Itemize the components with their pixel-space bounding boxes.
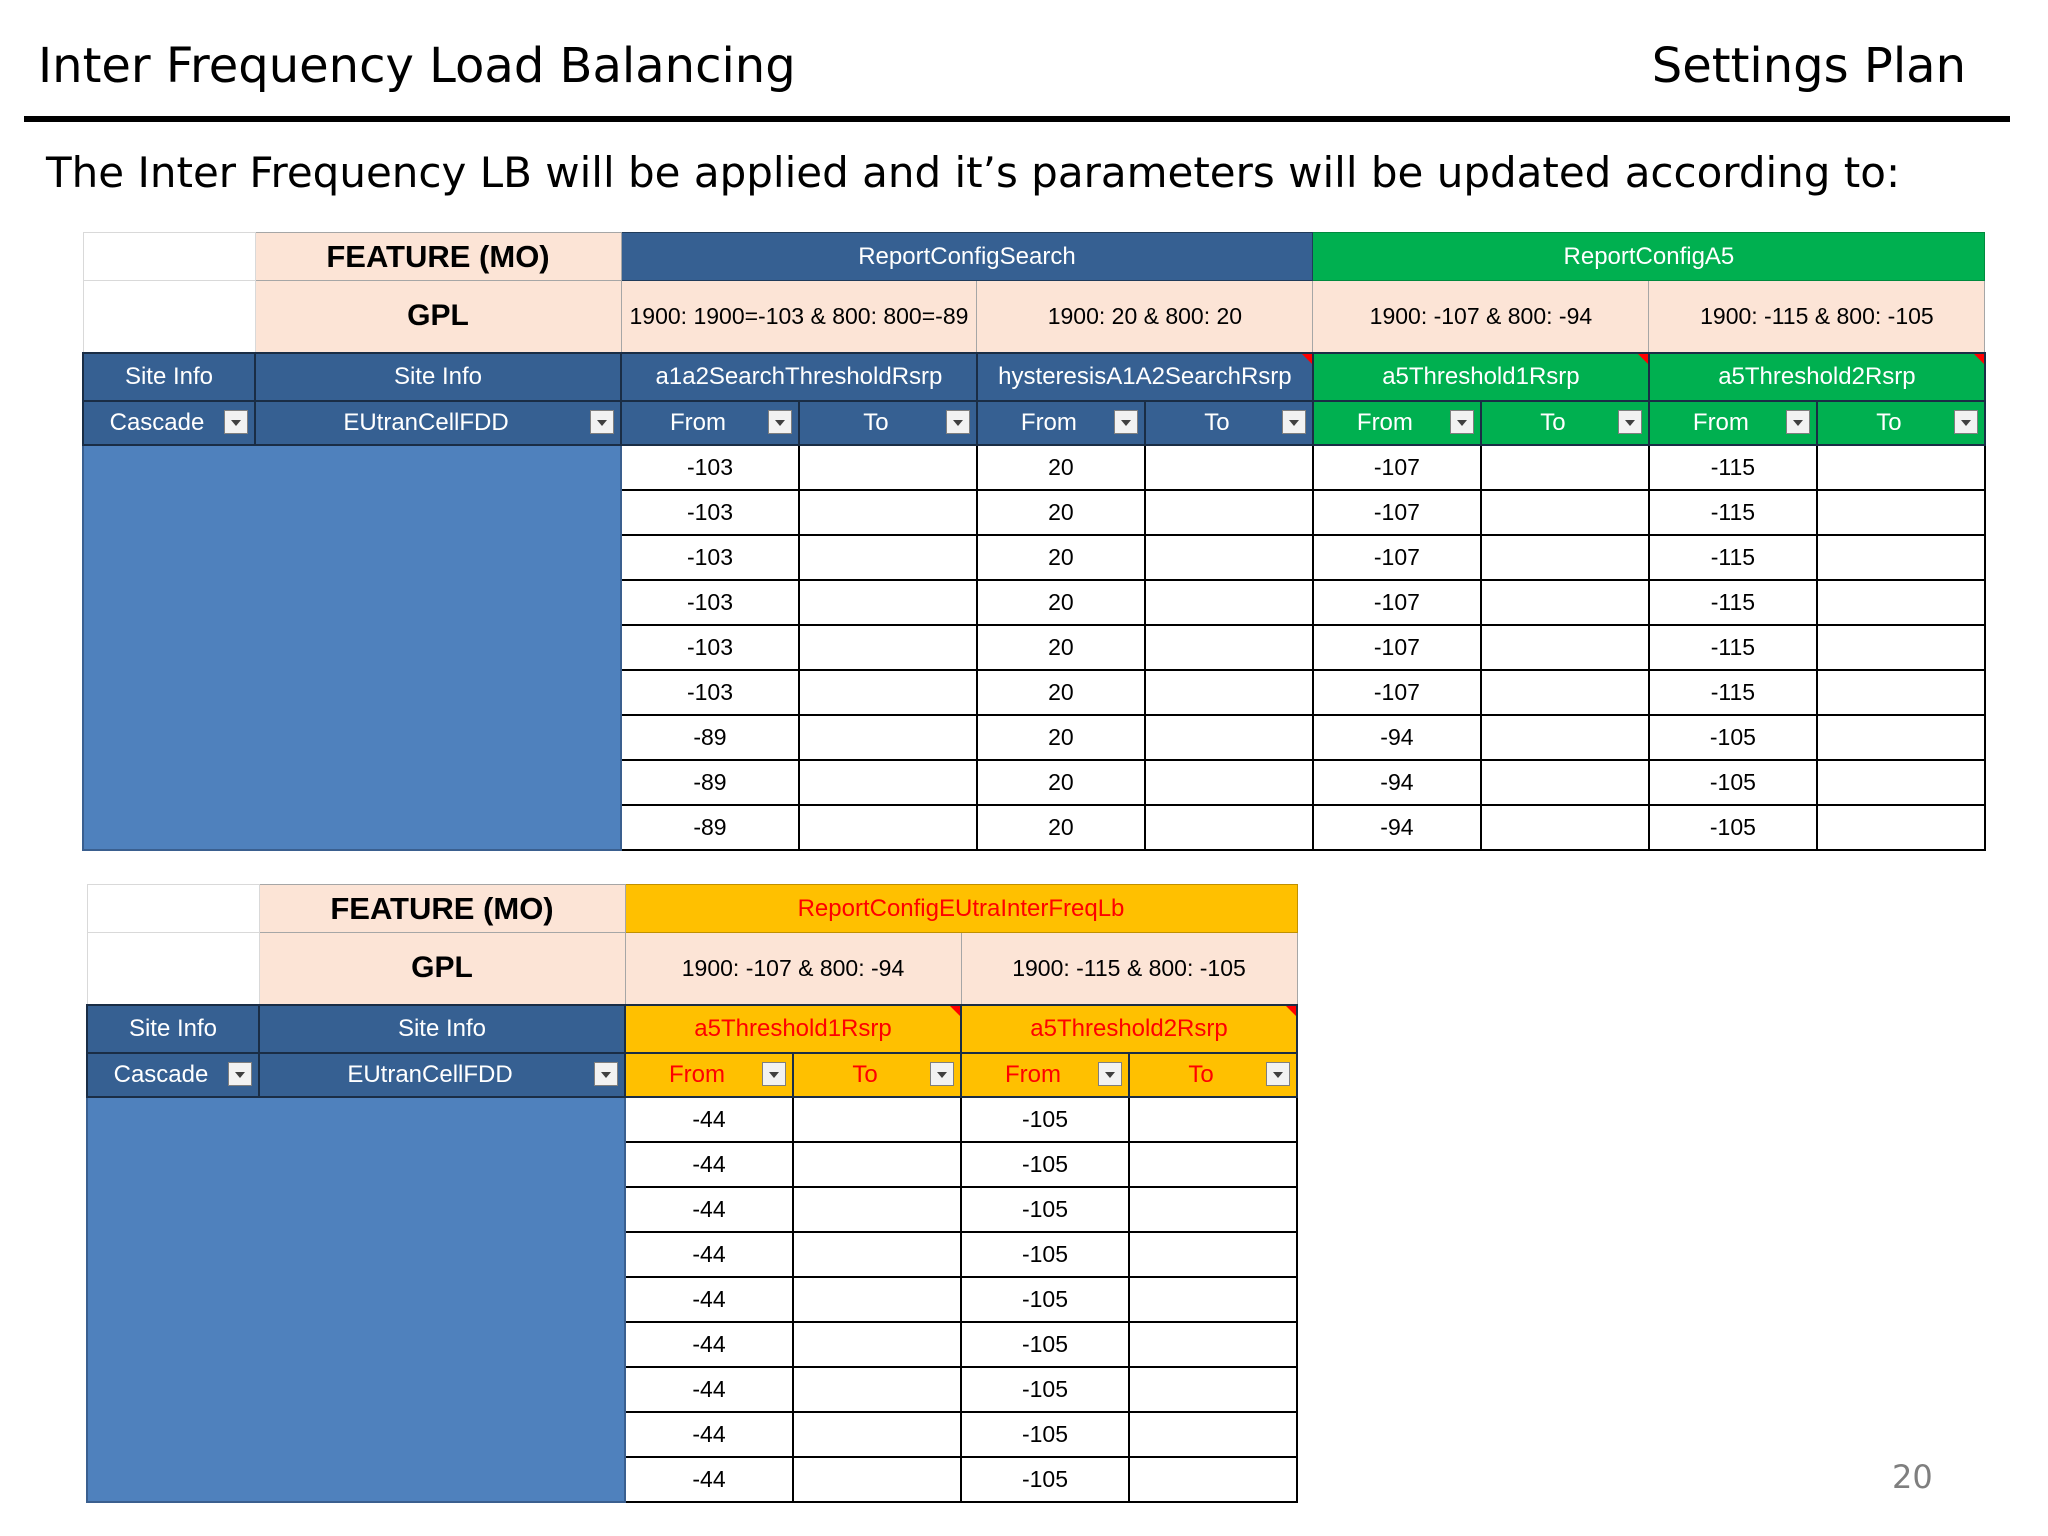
from-value-cell[interactable]: -44 (625, 1412, 793, 1457)
from-value-cell[interactable]: -94 (1313, 805, 1481, 850)
param-header (977, 353, 1313, 401)
from-value-cell[interactable]: -44 (625, 1232, 793, 1277)
filter-dropdown-icon[interactable] (1954, 410, 1978, 434)
from-value-cell[interactable]: -89 (621, 760, 799, 805)
site-info-block (87, 1097, 625, 1502)
to-value-cell[interactable] (1817, 805, 1985, 850)
from-value-cell[interactable]: -115 (1649, 490, 1817, 535)
from-value-cell[interactable]: -44 (625, 1322, 793, 1367)
to-value-cell[interactable] (799, 490, 977, 535)
site-info-header: Site Info (255, 353, 621, 401)
column-header-from (621, 401, 799, 445)
intro-text: The Inter Frequency LB will be applied and it’s parameters will be updated according to: (46, 148, 1901, 197)
comment-marker-icon (950, 1006, 960, 1016)
filter-dropdown-icon[interactable] (228, 1062, 252, 1086)
filter-dropdown-icon[interactable] (946, 410, 970, 434)
filter-dropdown-icon[interactable] (1114, 410, 1138, 434)
filter-dropdown-icon[interactable] (224, 410, 248, 434)
to-value-cell[interactable] (1481, 715, 1649, 760)
gpl-value: 1900: -115 & 800: -105 (1649, 281, 1985, 353)
from-value-cell[interactable]: -105 (1649, 760, 1817, 805)
to-value-cell[interactable] (1129, 1412, 1297, 1457)
to-value-cell[interactable] (793, 1232, 961, 1277)
to-value-cell[interactable] (1129, 1142, 1297, 1187)
from-value-cell[interactable]: -105 (961, 1412, 1129, 1457)
filter-dropdown-icon[interactable] (1098, 1062, 1122, 1086)
from-value-cell[interactable]: 20 (977, 445, 1145, 490)
gpl-value: 1900: -107 & 800: -94 (1313, 281, 1649, 353)
gpl-label: GPL (255, 281, 621, 353)
from-value-cell[interactable]: -44 (625, 1187, 793, 1232)
from-value-cell[interactable]: -115 (1649, 445, 1817, 490)
site-info-header: Site Info (83, 353, 255, 401)
settings-table-2 (86, 884, 1298, 1503)
gpl-value: 1900: 20 & 800: 20 (977, 281, 1313, 353)
filter-dropdown-icon[interactable] (1786, 410, 1810, 434)
param-label: a5Threshold2Rsrp (1030, 1014, 1228, 1042)
to-value-cell[interactable] (799, 805, 977, 850)
column-header-cell (255, 401, 621, 445)
from-value-cell[interactable]: -115 (1649, 670, 1817, 715)
to-value-cell[interactable] (793, 1412, 961, 1457)
from-value-cell[interactable]: -105 (961, 1322, 1129, 1367)
page-number: 20 (1892, 1458, 1933, 1496)
to-value-cell[interactable] (1145, 715, 1313, 760)
column-header-to (1129, 1053, 1297, 1097)
feature-label: FEATURE (MO) (259, 885, 625, 933)
to-value-cell[interactable] (1145, 445, 1313, 490)
gpl-value: 1900: -107 & 800: -94 (625, 933, 961, 1005)
to-value-cell[interactable] (799, 670, 977, 715)
from-value-cell[interactable]: 20 (977, 490, 1145, 535)
column-label: To (1204, 408, 1230, 436)
to-value-cell[interactable] (1129, 1187, 1297, 1232)
param-label: a5Threshold2Rsrp (1718, 362, 1916, 390)
param-header (1313, 353, 1649, 401)
to-value-cell[interactable] (1481, 535, 1649, 580)
to-value-cell[interactable] (793, 1097, 961, 1142)
column-header-from (1649, 401, 1817, 445)
to-value-cell[interactable] (793, 1187, 961, 1232)
gpl-value: 1900: 1900=-103 & 800: 800=-89 (621, 281, 977, 353)
column-label: From (1005, 1060, 1061, 1088)
to-value-cell[interactable] (1817, 715, 1985, 760)
param-header: a1a2SearchThresholdRsrp (621, 353, 977, 401)
group-header-reportconfigsearch: ReportConfigSearch (621, 233, 1313, 281)
to-value-cell[interactable] (1817, 625, 1985, 670)
from-value-cell[interactable]: -89 (621, 715, 799, 760)
column-header-from (625, 1053, 793, 1097)
from-value-cell[interactable]: -107 (1313, 670, 1481, 715)
column-label: To (863, 408, 889, 436)
column-header-from (977, 401, 1145, 445)
to-value-cell[interactable] (799, 535, 977, 580)
to-value-cell[interactable] (1481, 490, 1649, 535)
from-value-cell[interactable]: -107 (1313, 535, 1481, 580)
from-value-cell[interactable]: -44 (625, 1457, 793, 1502)
from-value-cell[interactable]: -103 (621, 445, 799, 490)
column-label: To (1876, 408, 1902, 436)
to-value-cell[interactable] (1145, 670, 1313, 715)
to-value-cell[interactable] (799, 580, 977, 625)
to-value-cell[interactable] (799, 625, 977, 670)
site-info-block (83, 445, 621, 850)
column-header-from (961, 1053, 1129, 1097)
column-header-to (793, 1053, 961, 1097)
to-value-cell[interactable] (1817, 535, 1985, 580)
to-value-cell[interactable] (799, 445, 977, 490)
column-header-cascade (87, 1053, 259, 1097)
from-value-cell[interactable]: 20 (977, 715, 1145, 760)
column-label: To (1188, 1060, 1214, 1088)
to-value-cell[interactable] (1129, 1457, 1297, 1502)
filter-dropdown-icon[interactable] (762, 1062, 786, 1086)
to-value-cell[interactable] (1145, 490, 1313, 535)
column-label: Cascade (113, 1060, 209, 1088)
to-value-cell[interactable] (793, 1322, 961, 1367)
from-value-cell[interactable]: -89 (621, 805, 799, 850)
from-value-cell[interactable]: -105 (961, 1187, 1129, 1232)
comment-marker-icon (1302, 354, 1312, 364)
from-value-cell[interactable]: -44 (625, 1097, 793, 1142)
from-value-cell[interactable]: -94 (1313, 760, 1481, 805)
column-header-to (1145, 401, 1313, 445)
to-value-cell[interactable] (1129, 1322, 1297, 1367)
filter-dropdown-icon[interactable] (1266, 1062, 1290, 1086)
column-label: From (669, 1060, 725, 1088)
to-value-cell[interactable] (1481, 760, 1649, 805)
comment-marker-icon (1286, 1006, 1296, 1016)
param-label: a5Threshold1Rsrp (1382, 362, 1580, 390)
param-label: hysteresisA1A2SearchRsrp (998, 362, 1292, 390)
filter-dropdown-icon[interactable] (930, 1062, 954, 1086)
to-value-cell[interactable] (1145, 535, 1313, 580)
from-value-cell[interactable]: -44 (625, 1142, 793, 1187)
filter-dropdown-icon[interactable] (590, 410, 614, 434)
from-value-cell[interactable]: -105 (961, 1457, 1129, 1502)
from-value-cell[interactable]: -103 (621, 670, 799, 715)
to-value-cell[interactable] (1481, 580, 1649, 625)
column-header-to (1481, 401, 1649, 445)
to-value-cell[interactable] (1145, 805, 1313, 850)
site-info-header: Site Info (87, 1005, 259, 1053)
param-header (625, 1005, 961, 1053)
gpl-value: 1900: -115 & 800: -105 (961, 933, 1297, 1005)
from-value-cell[interactable]: -107 (1313, 580, 1481, 625)
to-value-cell[interactable] (1817, 445, 1985, 490)
to-value-cell[interactable] (1129, 1232, 1297, 1277)
to-value-cell[interactable] (793, 1277, 961, 1322)
column-label: EUtranCellFDD (343, 408, 509, 436)
title-divider (24, 116, 2010, 122)
from-value-cell[interactable]: -105 (961, 1142, 1129, 1187)
from-value-cell[interactable]: -103 (621, 580, 799, 625)
filter-dropdown-icon[interactable] (768, 410, 792, 434)
column-header-to (1817, 401, 1985, 445)
to-value-cell[interactable] (799, 715, 977, 760)
from-value-cell[interactable]: -105 (961, 1097, 1129, 1142)
from-value-cell[interactable]: 20 (977, 670, 1145, 715)
to-value-cell[interactable] (1145, 580, 1313, 625)
to-value-cell[interactable] (1817, 490, 1985, 535)
param-header (1649, 353, 1985, 401)
column-label: To (1540, 408, 1566, 436)
from-value-cell[interactable]: 20 (977, 760, 1145, 805)
from-value-cell[interactable]: -44 (625, 1277, 793, 1322)
table-row (83, 445, 1985, 490)
from-value-cell[interactable]: -105 (961, 1277, 1129, 1322)
from-value-cell[interactable]: -105 (961, 1232, 1129, 1277)
to-value-cell[interactable] (1145, 625, 1313, 670)
column-label: Cascade (109, 408, 205, 436)
column-label: From (1692, 408, 1749, 436)
column-label: EUtranCellFDD (347, 1060, 513, 1088)
from-value-cell[interactable]: -105 (961, 1367, 1129, 1412)
slide-title: Inter Frequency Load Balancing (38, 38, 796, 94)
to-value-cell[interactable] (799, 760, 977, 805)
from-value-cell[interactable]: 20 (977, 535, 1145, 580)
column-header-from (1313, 401, 1481, 445)
group-header-reportconfigeutrainterfreqlb: ReportConfigEUtraInterFreqLb (625, 885, 1297, 933)
to-value-cell[interactable] (1481, 670, 1649, 715)
from-value-cell[interactable]: -107 (1313, 625, 1481, 670)
column-header-cascade (83, 401, 255, 445)
to-value-cell[interactable] (1817, 580, 1985, 625)
from-value-cell[interactable]: -115 (1649, 625, 1817, 670)
column-label: To (852, 1060, 878, 1088)
corner-cell (87, 885, 259, 933)
comment-marker-icon (1638, 354, 1648, 364)
to-value-cell[interactable] (793, 1142, 961, 1187)
from-value-cell[interactable]: -107 (1313, 445, 1481, 490)
column-header-cell (259, 1053, 625, 1097)
from-value-cell[interactable]: -115 (1649, 580, 1817, 625)
to-value-cell[interactable] (1129, 1367, 1297, 1412)
to-value-cell[interactable] (1817, 760, 1985, 805)
from-value-cell[interactable]: -115 (1649, 535, 1817, 580)
param-header (961, 1005, 1297, 1053)
feature-label: FEATURE (MO) (255, 233, 621, 281)
site-info-header: Site Info (259, 1005, 625, 1053)
from-value-cell[interactable]: 20 (977, 625, 1145, 670)
to-value-cell[interactable] (1481, 625, 1649, 670)
filter-dropdown-icon[interactable] (1282, 410, 1306, 434)
column-label: From (669, 408, 726, 436)
from-value-cell[interactable]: -107 (1313, 490, 1481, 535)
from-value-cell[interactable]: -105 (1649, 805, 1817, 850)
column-label: From (1356, 408, 1413, 436)
from-value-cell[interactable]: -94 (1313, 715, 1481, 760)
to-value-cell[interactable] (793, 1457, 961, 1502)
to-value-cell[interactable] (1129, 1097, 1297, 1142)
settings-table-1 (82, 232, 1986, 851)
to-value-cell[interactable] (1129, 1277, 1297, 1322)
column-header-to (799, 401, 977, 445)
from-value-cell[interactable]: -103 (621, 535, 799, 580)
from-value-cell[interactable]: -105 (1649, 715, 1817, 760)
to-value-cell[interactable] (1145, 760, 1313, 805)
slide-section-label: Settings Plan (1651, 38, 1966, 94)
table-row (87, 1097, 1297, 1142)
to-value-cell[interactable] (793, 1367, 961, 1412)
corner-cell (83, 281, 255, 353)
to-value-cell[interactable] (1817, 670, 1985, 715)
column-label: From (1020, 408, 1077, 436)
from-value-cell[interactable]: 20 (977, 580, 1145, 625)
group-header-reportconfiga5: ReportConfigA5 (1313, 233, 1985, 281)
corner-cell (87, 933, 259, 1005)
gpl-label: GPL (259, 933, 625, 1005)
from-value-cell[interactable]: 20 (977, 805, 1145, 850)
param-label: a5Threshold1Rsrp (694, 1014, 892, 1042)
from-value-cell[interactable]: -103 (621, 625, 799, 670)
from-value-cell[interactable]: -44 (625, 1367, 793, 1412)
filter-dropdown-icon[interactable] (594, 1062, 618, 1086)
to-value-cell[interactable] (1481, 805, 1649, 850)
filter-dropdown-icon[interactable] (1618, 410, 1642, 434)
corner-cell (83, 233, 255, 281)
comment-marker-icon (1974, 354, 1984, 364)
from-value-cell[interactable]: -103 (621, 490, 799, 535)
to-value-cell[interactable] (1481, 445, 1649, 490)
filter-dropdown-icon[interactable] (1450, 410, 1474, 434)
